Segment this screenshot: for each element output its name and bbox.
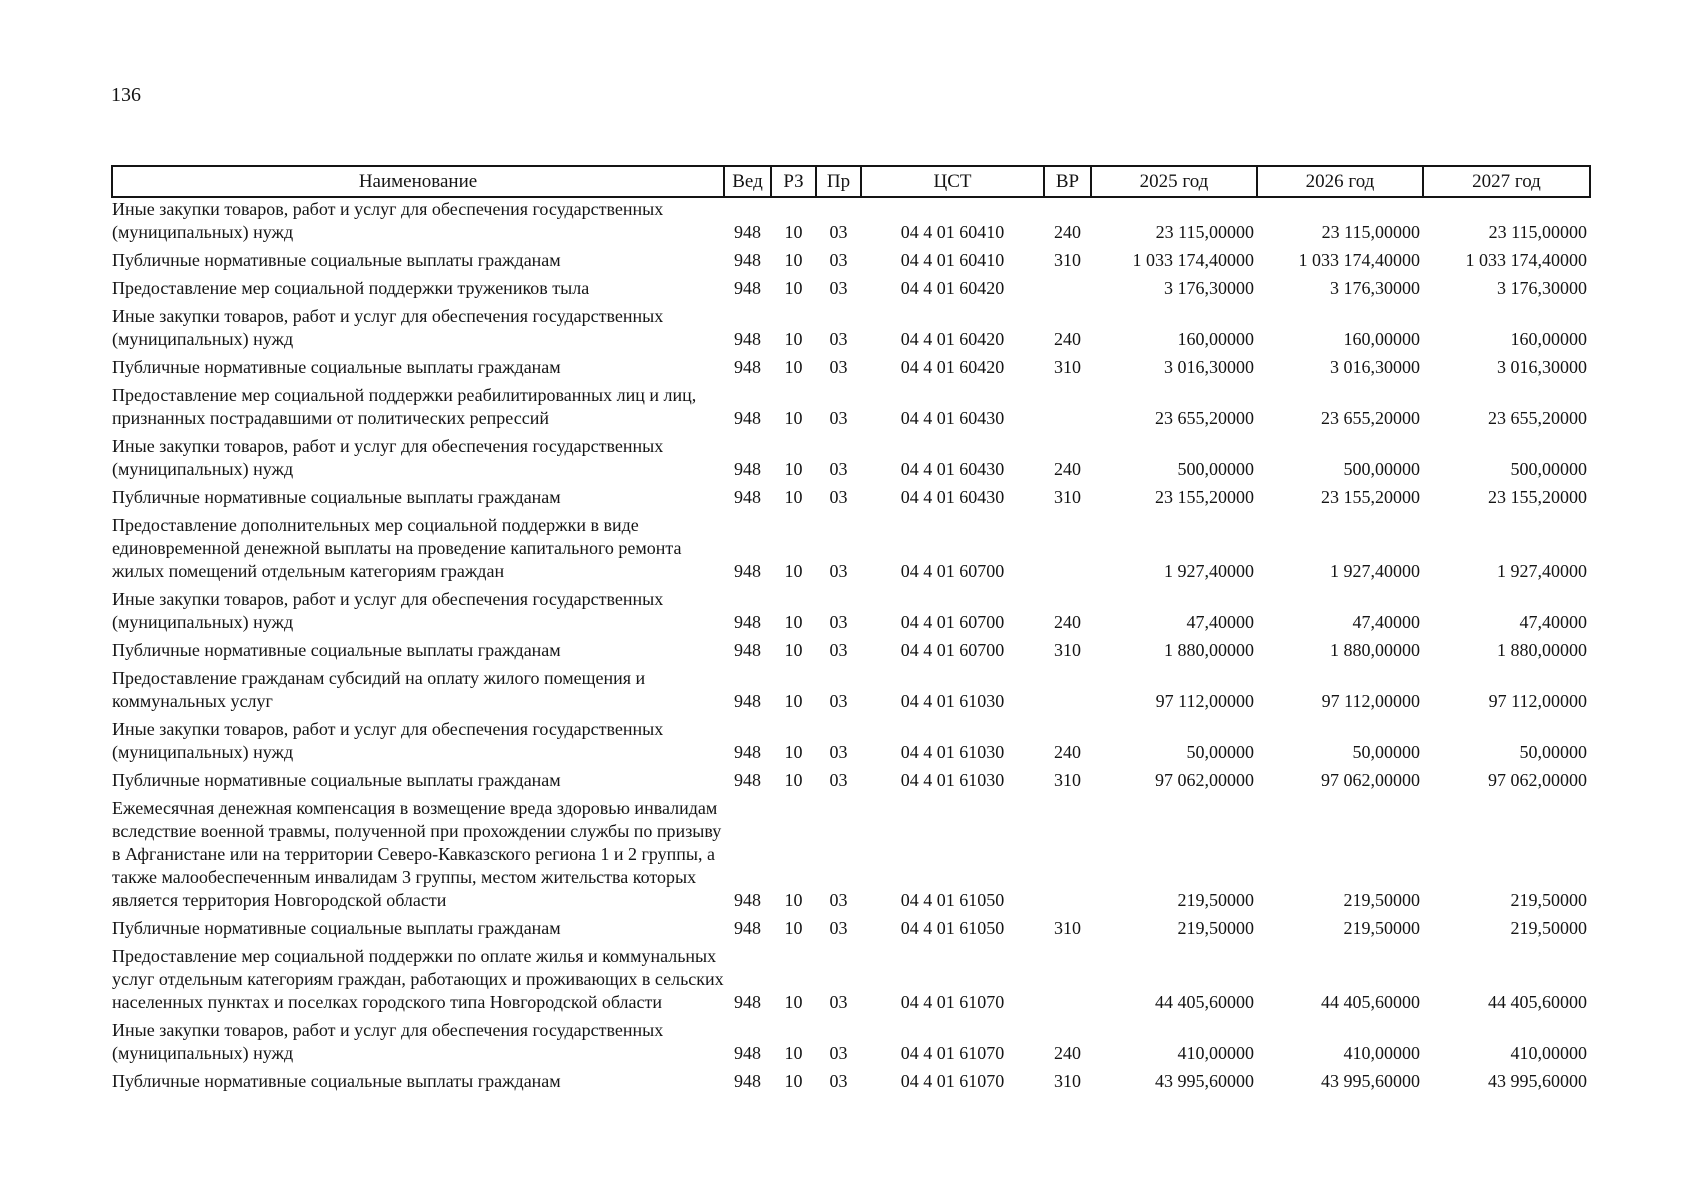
cell-cst: 04 4 01 61070	[900, 1071, 1005, 1091]
header-pr: Пр	[816, 166, 861, 197]
cell-rz: 10	[784, 992, 803, 1012]
cell-name: Иные закупки товаров, работ и услуг для обеспечения государственных (муниципальных) нужд	[112, 1020, 664, 1063]
cell-ved: 948	[734, 278, 761, 298]
cell-name: Иные закупки товаров, работ и услуг для обеспечения государственных (муниципальных) нужд	[112, 306, 664, 349]
cell-2026: 160,00000	[1343, 329, 1420, 349]
table-row	[112, 435, 1590, 486]
cell-pr: 03	[829, 487, 848, 507]
cell-2025: 410,00000	[1177, 1043, 1254, 1063]
table-row	[112, 305, 1590, 356]
cell-cst: 04 4 01 60410	[900, 222, 1005, 242]
cell-2025: 47,40000	[1186, 612, 1254, 632]
cell-2026: 219,50000	[1343, 890, 1420, 910]
cell-ved: 948	[734, 612, 761, 632]
cell-2027: 1 880,00000	[1497, 640, 1587, 660]
cell-2025: 43 995,60000	[1155, 1071, 1254, 1091]
cell-pr: 03	[829, 250, 848, 270]
cell-2026: 23 655,20000	[1321, 408, 1420, 428]
cell-2026: 23 155,20000	[1321, 487, 1420, 507]
cell-2025: 97 112,00000	[1155, 691, 1254, 711]
cell-2026: 97 062,00000	[1321, 770, 1420, 790]
table-row	[112, 197, 1590, 249]
cell-2025: 97 062,00000	[1155, 770, 1254, 790]
table-row	[112, 249, 1590, 277]
cell-name: Иные закупки товаров, работ и услуг для обеспечения государственных (муниципальных) нужд	[112, 589, 664, 632]
cell-rz: 10	[784, 459, 803, 479]
cell-vr: 240	[1054, 329, 1081, 349]
cell-vr: 240	[1054, 612, 1081, 632]
cell-name: Предоставление мер социальной поддержки реабилитированных лиц и лиц, признанных пострадавшими от политических репрессий	[112, 385, 697, 428]
table-row	[112, 486, 1590, 514]
cell-pr: 03	[829, 612, 848, 632]
cell-cst: 04 4 01 60410	[900, 250, 1005, 270]
cell-rz: 10	[784, 561, 803, 581]
cell-pr: 03	[829, 992, 848, 1012]
budget-table	[111, 165, 1591, 1098]
cell-ved: 948	[734, 408, 761, 428]
cell-2026: 219,50000	[1343, 918, 1420, 938]
cell-pr: 03	[829, 640, 848, 660]
table-row	[112, 1019, 1590, 1070]
table-row	[112, 277, 1590, 305]
cell-ved: 948	[734, 561, 761, 581]
cell-rz: 10	[784, 250, 803, 270]
cell-2026: 1 033 174,40000	[1298, 250, 1420, 270]
cell-cst: 04 4 01 61030	[900, 770, 1005, 790]
cell-name: Предоставление дополнительных мер социальной поддержки в виде единовременной денежной выплаты на проведение капитального ремонта жилых помещений отдельным категориям граждан	[112, 515, 682, 581]
cell-2026: 3 016,30000	[1330, 357, 1420, 377]
cell-name: Иные закупки товаров, работ и услуг для обеспечения государственных (муниципальных) нужд	[112, 719, 664, 762]
cell-pr: 03	[829, 890, 848, 910]
cell-ved: 948	[734, 357, 761, 377]
cell-2026: 1 880,00000	[1330, 640, 1420, 660]
cell-rz: 10	[784, 222, 803, 242]
cell-rz: 10	[784, 278, 803, 298]
cell-ved: 948	[734, 742, 761, 762]
cell-2025: 23 115,00000	[1155, 222, 1254, 242]
cell-2025: 1 880,00000	[1164, 640, 1254, 660]
cell-cst: 04 4 01 60420	[900, 357, 1005, 377]
cell-2027: 47,40000	[1519, 612, 1587, 632]
cell-name: Публичные нормативные социальные выплаты гражданам	[112, 357, 561, 377]
cell-2026: 23 115,00000	[1321, 222, 1420, 242]
cell-2027: 410,00000	[1510, 1043, 1587, 1063]
header-ved: Вед	[724, 166, 771, 197]
cell-2027: 3 176,30000	[1497, 278, 1587, 298]
cell-ved: 948	[734, 691, 761, 711]
cell-cst: 04 4 01 60700	[900, 561, 1005, 581]
table-row	[112, 769, 1590, 797]
cell-pr: 03	[829, 408, 848, 428]
cell-2026: 500,00000	[1343, 459, 1420, 479]
header-rz: РЗ	[771, 166, 816, 197]
cell-ved: 948	[734, 222, 761, 242]
table-body	[112, 197, 1590, 1098]
cell-cst: 04 4 01 60700	[900, 640, 1005, 660]
cell-2026: 97 112,00000	[1321, 691, 1420, 711]
cell-pr: 03	[829, 459, 848, 479]
cell-2025: 1 927,40000	[1164, 561, 1254, 581]
cell-pr: 03	[829, 357, 848, 377]
cell-name: Ежемесячная денежная компенсация в возмещение вреда здоровью инвалидам вследствие военной травмы, полученной при прохождении службы по призыву в Афганистане или на территории Северо-Кавказского региона 1 и 2 группы, а также малообеспеченным инвалидам 3 группы, местом жительства которых является территория Новгородской области	[112, 798, 722, 910]
cell-rz: 10	[784, 487, 803, 507]
cell-2027: 23 655,20000	[1488, 408, 1587, 428]
cell-pr: 03	[829, 222, 848, 242]
cell-2025: 23 155,20000	[1155, 487, 1254, 507]
table-row	[112, 384, 1590, 435]
cell-ved: 948	[734, 918, 761, 938]
table-row	[112, 356, 1590, 384]
cell-2027: 44 405,60000	[1488, 992, 1587, 1012]
cell-2025: 219,50000	[1177, 890, 1254, 910]
cell-2027: 23 115,00000	[1488, 222, 1587, 242]
cell-rz: 10	[784, 742, 803, 762]
cell-2027: 1 927,40000	[1497, 561, 1587, 581]
table-row	[112, 588, 1590, 639]
cell-2027: 97 112,00000	[1488, 691, 1587, 711]
cell-pr: 03	[829, 1071, 848, 1091]
cell-2027: 3 016,30000	[1497, 357, 1587, 377]
table-row	[112, 514, 1590, 588]
cell-2025: 3 176,30000	[1164, 278, 1254, 298]
cell-2027: 50,00000	[1519, 742, 1587, 762]
cell-rz: 10	[784, 1071, 803, 1091]
cell-vr: 240	[1054, 1043, 1081, 1063]
cell-2025: 160,00000	[1177, 329, 1254, 349]
cell-vr	[1044, 797, 1091, 917]
cell-2026: 44 405,60000	[1321, 992, 1420, 1012]
cell-pr: 03	[829, 329, 848, 349]
cell-ved: 948	[734, 640, 761, 660]
cell-ved: 948	[734, 250, 761, 270]
cell-2027: 160,00000	[1510, 329, 1587, 349]
header-vr: ВР	[1044, 166, 1091, 197]
cell-pr: 03	[829, 770, 848, 790]
cell-vr: 310	[1054, 357, 1081, 377]
cell-2025: 500,00000	[1177, 459, 1254, 479]
cell-vr	[1044, 667, 1091, 718]
cell-rz: 10	[784, 357, 803, 377]
cell-ved: 948	[734, 1071, 761, 1091]
cell-name: Публичные нормативные социальные выплаты гражданам	[112, 918, 561, 938]
table-row	[112, 1070, 1590, 1098]
cell-rz: 10	[784, 329, 803, 349]
cell-vr: 310	[1054, 1071, 1081, 1091]
cell-name: Публичные нормативные социальные выплаты гражданам	[112, 640, 561, 660]
cell-pr: 03	[829, 561, 848, 581]
cell-rz: 10	[784, 1043, 803, 1063]
cell-name: Иные закупки товаров, работ и услуг для обеспечения государственных (муниципальных) нужд	[112, 436, 664, 479]
cell-ved: 948	[734, 890, 761, 910]
cell-vr: 310	[1054, 770, 1081, 790]
cell-2026: 47,40000	[1352, 612, 1420, 632]
cell-2027: 500,00000	[1510, 459, 1587, 479]
cell-2026: 1 927,40000	[1330, 561, 1420, 581]
cell-vr	[1044, 945, 1091, 1019]
cell-cst: 04 4 01 61070	[900, 1043, 1005, 1063]
cell-cst: 04 4 01 61030	[900, 742, 1005, 762]
cell-vr: 310	[1054, 250, 1081, 270]
cell-name: Публичные нормативные социальные выплаты гражданам	[112, 487, 561, 507]
cell-name: Публичные нормативные социальные выплаты гражданам	[112, 770, 561, 790]
cell-2025: 50,00000	[1186, 742, 1254, 762]
table-row	[112, 917, 1590, 945]
cell-rz: 10	[784, 691, 803, 711]
cell-rz: 10	[784, 890, 803, 910]
cell-cst: 04 4 01 60430	[900, 459, 1005, 479]
table-row	[112, 639, 1590, 667]
table-row	[112, 945, 1590, 1019]
cell-2026: 410,00000	[1343, 1043, 1420, 1063]
cell-vr	[1044, 384, 1091, 435]
cell-ved: 948	[734, 459, 761, 479]
cell-name: Публичные нормативные социальные выплаты гражданам	[112, 1071, 561, 1091]
header-2026: 2026 год	[1257, 166, 1423, 197]
page-number: 136	[111, 84, 141, 106]
cell-rz: 10	[784, 408, 803, 428]
cell-ved: 948	[734, 329, 761, 349]
cell-2025: 44 405,60000	[1155, 992, 1254, 1012]
table-row	[112, 797, 1590, 917]
cell-pr: 03	[829, 278, 848, 298]
cell-2026: 50,00000	[1352, 742, 1420, 762]
cell-2027: 23 155,20000	[1488, 487, 1587, 507]
header-row	[112, 166, 1590, 197]
cell-2027: 1 033 174,40000	[1465, 250, 1587, 270]
cell-name: Предоставление мер социальной поддержки тружеников тыла	[112, 278, 590, 298]
cell-vr: 310	[1054, 640, 1081, 660]
cell-name: Публичные нормативные социальные выплаты гражданам	[112, 250, 561, 270]
cell-vr: 240	[1054, 459, 1081, 479]
table-header	[112, 166, 1590, 197]
cell-rz: 10	[784, 612, 803, 632]
header-2027: 2027 год	[1423, 166, 1590, 197]
cell-cst: 04 4 01 60430	[900, 408, 1005, 428]
cell-cst: 04 4 01 61050	[900, 890, 1005, 910]
table-row	[112, 667, 1590, 718]
cell-pr: 03	[829, 742, 848, 762]
cell-vr	[1044, 514, 1091, 588]
cell-2026: 43 995,60000	[1321, 1071, 1420, 1091]
cell-cst: 04 4 01 60430	[900, 487, 1005, 507]
cell-2025: 1 033 174,40000	[1132, 250, 1254, 270]
cell-vr: 240	[1054, 742, 1081, 762]
cell-2025: 3 016,30000	[1164, 357, 1254, 377]
cell-pr: 03	[829, 918, 848, 938]
cell-2027: 43 995,60000	[1488, 1071, 1587, 1091]
cell-rz: 10	[784, 770, 803, 790]
table-row	[112, 718, 1590, 769]
cell-vr: 310	[1054, 487, 1081, 507]
cell-name: Предоставление гражданам субсидий на оплату жилого помещения и коммунальных услуг	[112, 668, 646, 711]
cell-cst: 04 4 01 61050	[900, 918, 1005, 938]
cell-2027: 97 062,00000	[1488, 770, 1587, 790]
cell-pr: 03	[829, 1043, 848, 1063]
cell-name: Иные закупки товаров, работ и услуг для обеспечения государственных (муниципальных) нужд	[112, 199, 664, 242]
cell-2027: 219,50000	[1510, 918, 1587, 938]
cell-pr: 03	[829, 691, 848, 711]
header-cst: ЦСТ	[861, 166, 1044, 197]
cell-cst: 04 4 01 60420	[900, 278, 1005, 298]
cell-ved: 948	[734, 770, 761, 790]
cell-cst: 04 4 01 61030	[900, 691, 1005, 711]
cell-ved: 948	[734, 487, 761, 507]
cell-rz: 10	[784, 640, 803, 660]
cell-vr: 240	[1054, 222, 1081, 242]
header-2025: 2025 год	[1091, 166, 1257, 197]
cell-cst: 04 4 01 60420	[900, 329, 1005, 349]
cell-cst: 04 4 01 60700	[900, 612, 1005, 632]
cell-2027: 219,50000	[1510, 890, 1587, 910]
cell-ved: 948	[734, 992, 761, 1012]
cell-2025: 23 655,20000	[1155, 408, 1254, 428]
cell-ved: 948	[734, 1043, 761, 1063]
cell-cst: 04 4 01 61070	[900, 992, 1005, 1012]
cell-vr: 310	[1054, 918, 1081, 938]
cell-2025: 219,50000	[1177, 918, 1254, 938]
cell-name: Предоставление мер социальной поддержки по оплате жилья и коммунальных услуг отдельным категориям граждан, работающих и проживающих в сельских населенных пунктах и поселках городского типа Новгородской области	[112, 946, 724, 1012]
cell-2026: 3 176,30000	[1330, 278, 1420, 298]
cell-rz: 10	[784, 918, 803, 938]
header-name: Наименование	[112, 166, 724, 197]
cell-vr	[1044, 277, 1091, 305]
